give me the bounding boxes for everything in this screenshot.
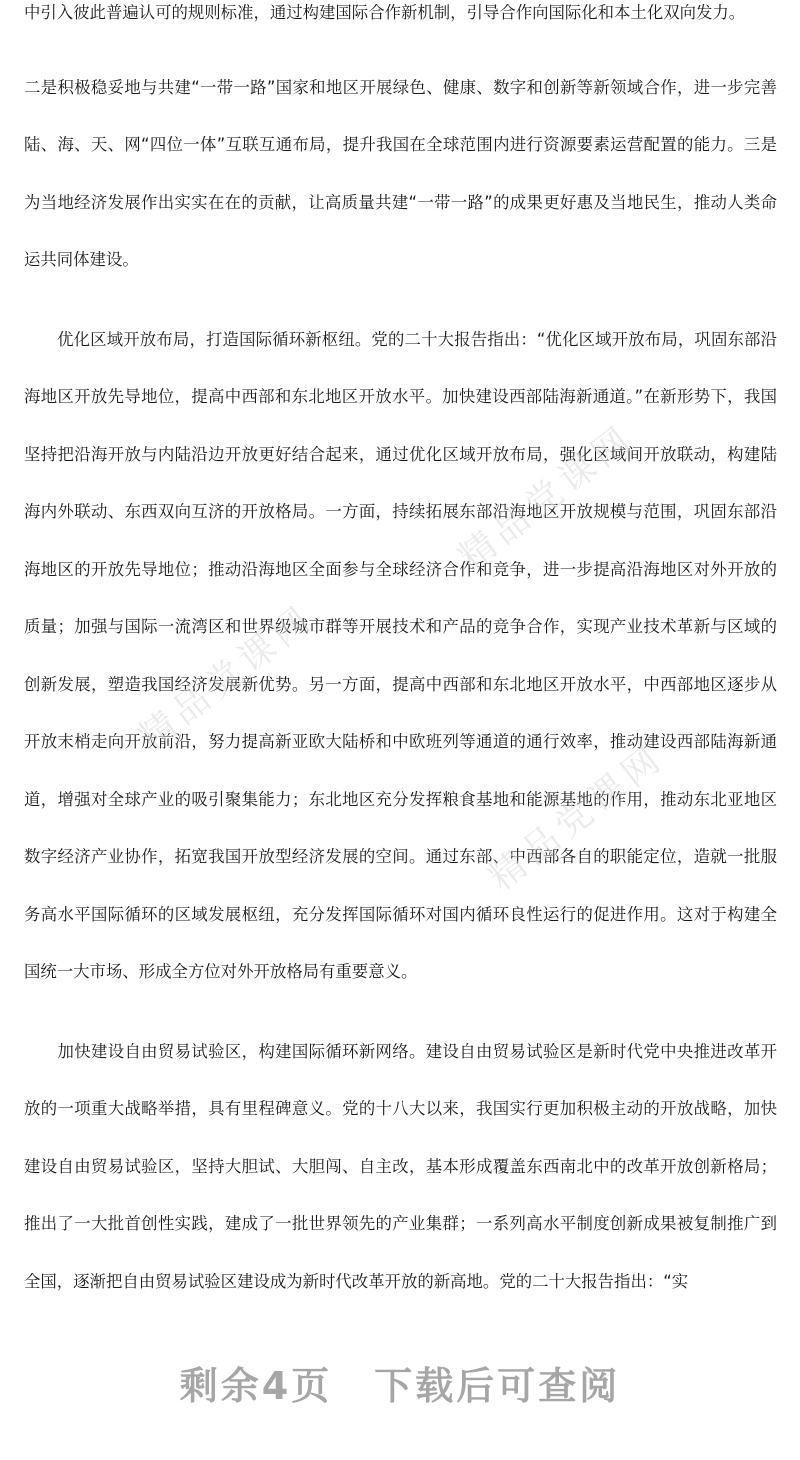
paragraph: 优化区域开放布局，打造国际循环新枢纽。党的二十大报告指出：“优化区域开放布局，巩固东部沿海地区开放先导地位，提高中西部和东北地区开放水平。加快建设西部陆海新通道。”在新形势下，我国坚持把沿海开放与内陆沿边开放更好结合起来，通过优化区域开放布局，强化区域间开放联动，构建陆海内外联动、东西双向互济的开放格局。一方面，持续拓展东部沿海地区开放规模与范围，巩固东部沿海地区的开放先导地位；推动沿海地区全面参与全球经济合作和竞争，进一步提高沿海地区对外开放的质量；加强与国际一流湾区和世界级城市群等开展技术和产品的竞争合作，实现产业技术革新与区域的创新发展，塑造我国经济发展新优势。另一方面，提高中西部和东北地区开放水平，中西部地区逐步从开放末梢走向开放前沿，努力提高新亚欧大陆桥和中欧班列等通道的通行效率，推动建设西部陆海新通道，增强对全球产业的吸引聚集能力；东北地区充分发挥粮食基地和能源基地的作用，推动东北亚地区数字经济产业协作，拓宽我国开放型经济发展的空间。通过东部、中西部各自的职能定位，造就一批服务高水平国际循环的区域发展枢纽，充分发挥国际循环对国内循环良性运行的促进作用。这对于构建全国统一大市场、形成全方位对外开放格局有重要意义。 [24,329,777,981]
paragraph: 加快建设自由贸易试验区，构建国际循环新网络。建设自由贸易试验区是新时代党中央推进改革开放的一项重大战略举措，具有里程碑意义。党的十八大以来，我国实行更加积极主动的开放战略，加快建设自由贸易试验区，坚持大胆试、大胆闯、自主改，基本形成覆盖东西南北中的改革开放创新格局；推出了一大批首创性实践，建成了一批世界领先的产业集群；一系列高水平制度创新成果被复制推广到全国，逐渐把自由贸易试验区建设成为新时代改革开放的新高地。党的二十大报告指出：“实 [24,1041,777,1291]
paragraph: 中引入彼此普遍认可的规则标准，通过构建国际合作新机制，引导合作向国际化和本土化双向发力。 [24,3,746,22]
document-body [24,0,777,1310]
download-hint-label: 下载后可查阅 [374,1364,621,1408]
watermark: 精品党课网 [481,737,673,899]
remaining-pages-label: 剩余4页 [179,1364,333,1408]
paragraph: 二是积极稳妥地与共建“一带一路”国家和地区开展绿色、健康、数字和创新等新领域合作，进一步完善陆、海、天、网“四位一体”互联互通布局，提升我国在全球范围内进行资源要素运营配置的能力。三是为当地经济发展作出实实在在的贡献，让高质量共建“一带一路”的成果更好惠及当地民生，推动人类命运共同体建设。 [24,77,777,269]
download-prompt[interactable] [0,1355,800,1410]
watermark: 精品党课网 [131,597,323,759]
watermark: 精品党课网 [451,417,643,579]
